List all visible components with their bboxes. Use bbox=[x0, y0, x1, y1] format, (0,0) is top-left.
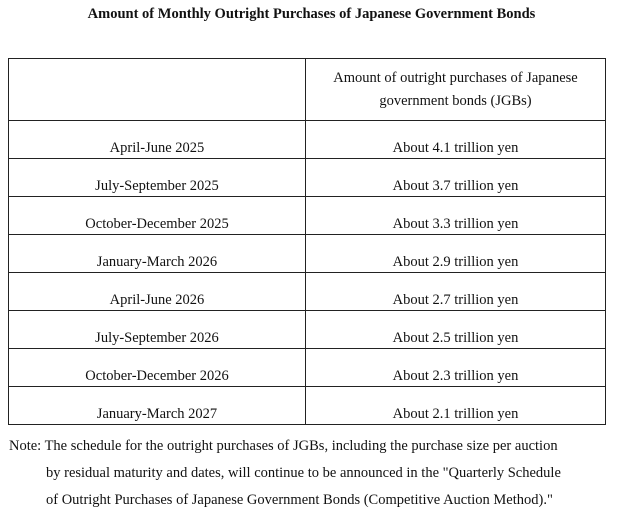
table-row bbox=[9, 235, 606, 273]
jgb-purchase-table bbox=[8, 58, 606, 425]
amount-cell: About 3.3 trillion yen bbox=[306, 197, 606, 235]
footnote bbox=[9, 433, 609, 514]
period-cell: October-December 2026 bbox=[9, 349, 306, 387]
page-title: Amount of Monthly Outright Purchases of Japanese Government Bonds bbox=[87, 6, 536, 22]
amount-cell: About 4.1 trillion yen bbox=[306, 121, 606, 159]
period-cell: April-June 2026 bbox=[9, 273, 306, 311]
amount-column-header bbox=[306, 59, 606, 121]
amount-cell: About 2.1 trillion yen bbox=[306, 387, 606, 425]
amount-header-line2: government bonds (JGBs) bbox=[379, 92, 532, 109]
period-cell: July-September 2025 bbox=[9, 159, 306, 197]
table-header-row bbox=[9, 59, 606, 121]
period-cell: April-June 2025 bbox=[9, 121, 306, 159]
footnote-line: of Outright Purchases of Japanese Government Bonds (Competitive Auction Method)." bbox=[46, 492, 553, 508]
table-row bbox=[9, 197, 606, 235]
table-row bbox=[9, 311, 606, 349]
amount-header-line1: Amount of outright purchases of Japanese bbox=[333, 69, 578, 86]
amount-cell: About 3.7 trillion yen bbox=[306, 159, 606, 197]
table-row bbox=[9, 121, 606, 159]
period-cell: January-March 2026 bbox=[9, 235, 306, 273]
period-cell: January-March 2027 bbox=[9, 387, 306, 425]
amount-cell: About 2.3 trillion yen bbox=[306, 349, 606, 387]
table-row bbox=[9, 349, 606, 387]
amount-cell: About 2.9 trillion yen bbox=[306, 235, 606, 273]
table-row bbox=[9, 159, 606, 197]
amount-cell: About 2.7 trillion yen bbox=[306, 273, 606, 311]
table-row bbox=[9, 387, 606, 425]
table-row bbox=[9, 273, 606, 311]
period-cell: October-December 2025 bbox=[9, 197, 306, 235]
period-column-header bbox=[9, 59, 306, 121]
amount-cell: About 2.5 trillion yen bbox=[306, 311, 606, 349]
footnote-line: Note: The schedule for the outright purchases of JGBs, including the purchase size per auction bbox=[9, 438, 558, 454]
footnote-line: by residual maturity and dates, will continue to be announced in the "Quarterly Schedule bbox=[46, 465, 561, 481]
period-cell: July-September 2026 bbox=[9, 311, 306, 349]
